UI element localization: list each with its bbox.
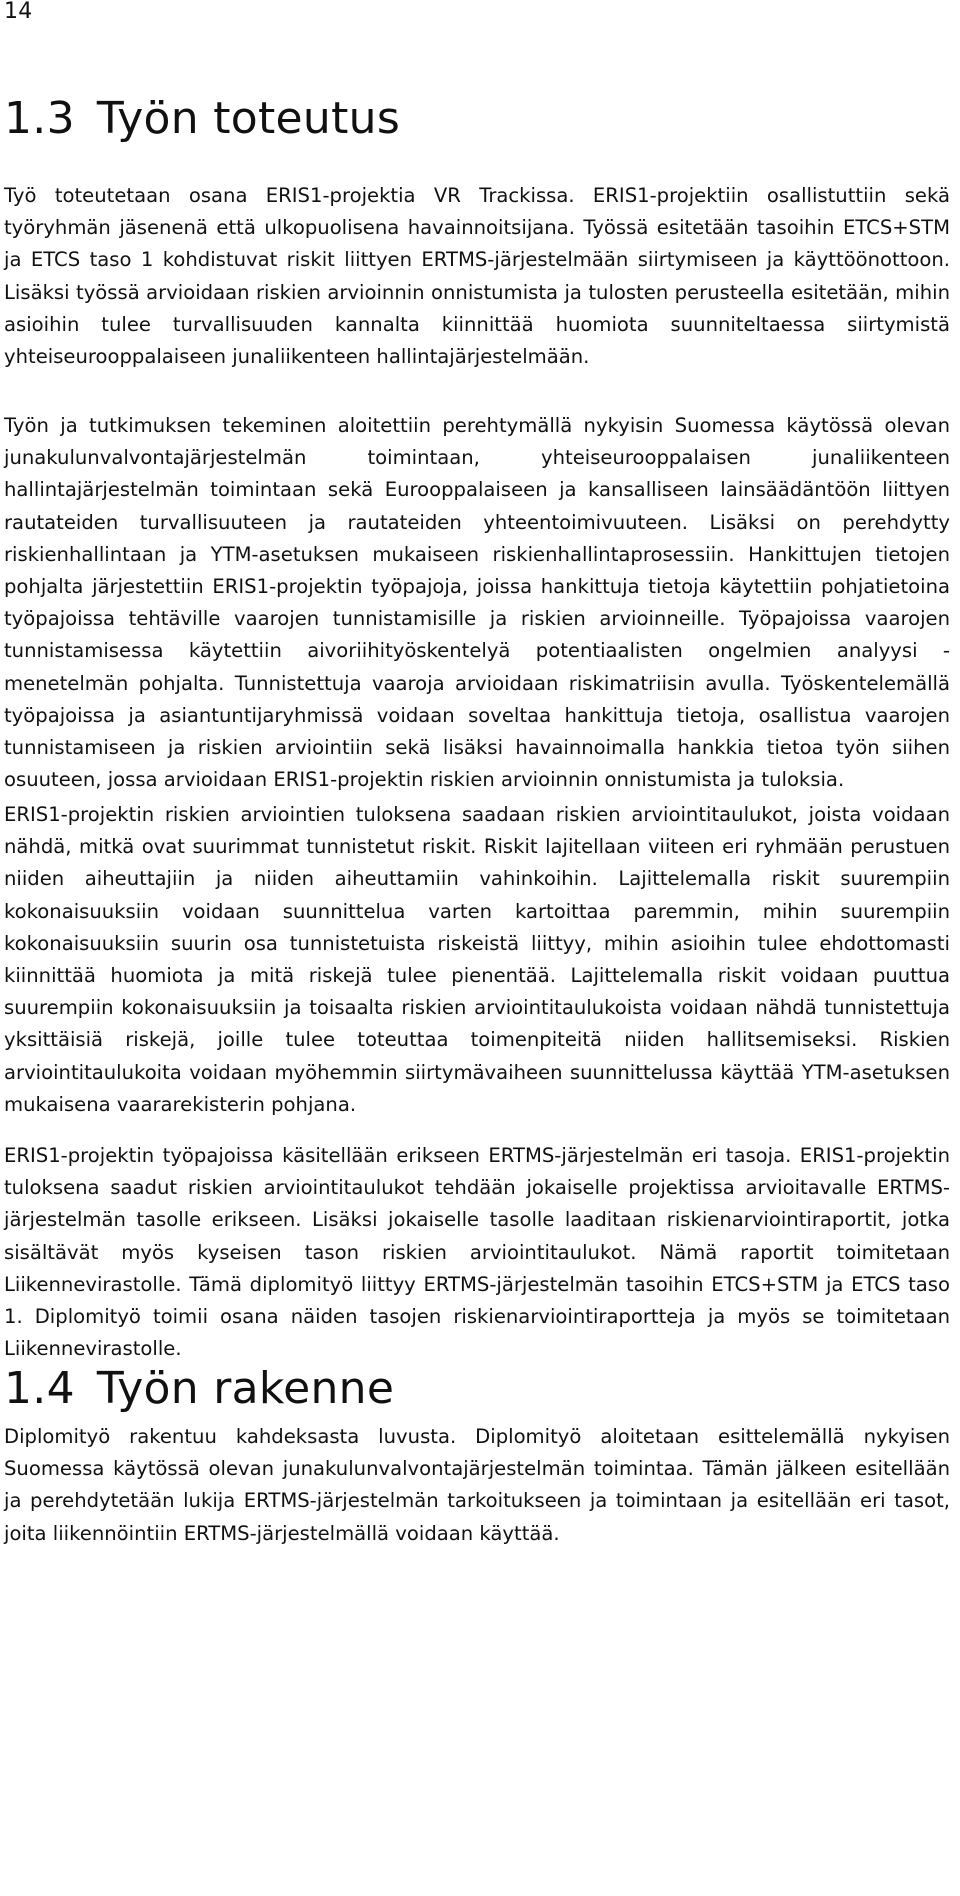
page-number: 14	[4, 0, 33, 24]
section-number: 1.3	[4, 93, 75, 144]
paragraph: Työn ja tutkimuksen tekeminen aloitettiin perehtymällä nykyisin Suomessa käytössä olevan junakulunvalvontajärjestelmän toimintaan, yhteiseurooppalaisen junaliikenteen hallintajärjestelmän toimintaan sekä Eurooppalaiseen ja kansalliseen lainsäädäntöön liittyen rautateiden turvallisuuteen ja rautateiden yhteentoimivuuteen. Lisäksi on perehdytty riskienhallintaan ja YTM-asetuksen mukaiseen riskienhallintaprosessiin. Hankittujen tietojen pohjalta järjestettiin ERIS1-projektin työpajoja, joissa hankittuja tietoja käytettiin pohjatietoina työpajoissa tehtäville vaarojen tunnistamisille ja riskien arvioinneille. Työpajoissa vaarojen tunnistamisessa käytettiin aivoriihityöskentelyä potentiaalisten ongelmien analyysi -menetelmän pohjalta. Tunnistettuja vaaroja arvioidaan riskimatriisin avulla. Työskentelemällä työpajoissa ja asiantuntijaryhmissä voidaan soveltaa hankittuja tietoja, osallistua vaarojen tunnistamiseen ja riskien arviointiin sekä lisäksi havainnoimalla hankkia tietoa työn siihen osuuteen, jossa arvioidaan ERIS1-projektin riskien arvioinnin onnistumista ja tuloksia.	[4, 414, 950, 792]
paragraph: ERIS1-projektin työpajoissa käsitellään erikseen ERTMS-järjestelmän eri tasoja. ERIS1-projektin tuloksena saadut riskien arviointitaulukot tehdään jokaiselle projektissa arvioitavalle ERTMS-järjestelmän tasolle erikseen. Lisäksi jokaiselle tasolle laaditaan riskienarviointiraportit, jotka sisältävät myös kyseisen tason riskien arviointitaulukot. Nämä raportit toimitetaan Liikennevirastolle. Tämä diplomityö liittyy ERTMS-järjestelmän tasoihin ETCS+STM ja ETCS taso 1. Diplomityö toimii osana näiden tasojen riskienarviointiraportteja ja myös se toimitetaan Liikennevirastolle.	[4, 1144, 950, 1361]
section-heading	[4, 1363, 944, 1415]
section-title: Työn rakenne	[96, 1363, 395, 1414]
paragraph: Diplomityö rakentuu kahdeksasta luvusta. Diplomityö aloitetaan esittelemällä nykyisen Suomessa käytössä olevan junakulunvalvontajärjestelmän toimintaa. Tämän jälkeen esitellään ja perehdytetään lukija ERTMS-järjestelmän tarkoitukseen ja toimintaan ja esitellään eri tasot, joita liikennöintiin ERTMS-järjestelmällä voidaan käyttää.	[4, 1425, 950, 1545]
paragraph: ERIS1-projektin riskien arviointien tuloksena saadaan riskien arviointitaulukot, joista voidaan nähdä, mitkä ovat suurimmat tunnistetut riskit. Riskit lajitellaan viiteen eri ryhmään perustuen niiden aiheuttajiin ja niiden aiheuttamiin vahinkoihin. Lajittelemalla riskit suurempiin kokonaisuuksiin voidaan suunnittelua varten kartoittaa paremmin, mihin suurempiin kokonaisuuksiin suurin osa tunnistetuista riskeistä liittyy, mihin asioihin tulee ehdottomasti kiinnittää huomiota ja mitä riskejä tulee pienentää. Lajittelemalla riskit voidaan puuttua suurempiin kokonaisuuksiin ja toisaalta riskien arviointitaulukoista voidaan nähdä tunnistettuja yksittäisiä riskejä, joille tulee toteuttaa toimenpiteitä niiden hallitsemiseksi. Riskien arviointitaulukoita voidaan myöhemmin siirtymävaiheen suunnittelussa käyttää YTM-asetuksen mukaisena vaararekisterin pohjana.	[4, 803, 950, 1116]
section-title: Työn toteutus	[96, 93, 401, 144]
section-heading	[4, 93, 944, 145]
section-number: 1.4	[4, 1363, 75, 1414]
paragraph: Työ toteutetaan osana ERIS1-projektia VR Trackissa. ERIS1-projektiin osallistuttiin sekä työryhmän jäsenenä että ulkopuolisena havainnoitsijana. Työssä esitetään tasoihin ETCS+STM ja ETCS taso 1 kohdistuvat riskit liittyen ERTMS-järjestelmään siirtymiseen ja käyttöönottoon. Lisäksi työssä arvioidaan riskien arvioinnin onnistumista ja tulosten perusteella esitetään, mihin asioihin tulee turvallisuuden kannalta kiinnittää huomiota suunniteltaessa siirtymistä yhteiseurooppalaiseen junaliikenteen hallintajärjestelmään.	[4, 184, 950, 369]
